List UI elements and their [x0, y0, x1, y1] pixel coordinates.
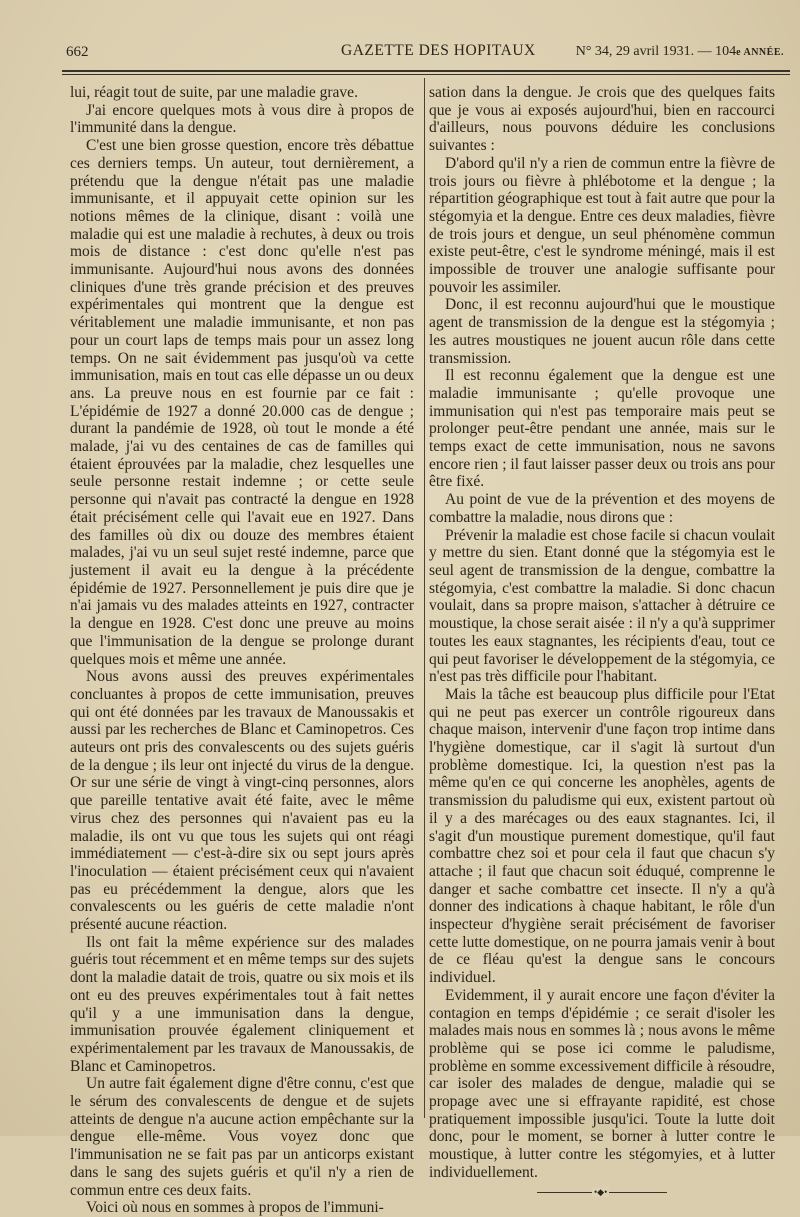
paragraph: Un autre fait également digne d'être connu, c'est que le sérum des convalescents de dengue et de sujets atteints de dengue n'a aucune action empêchante sur la dengue elle-même. Vous voyez donc que l'immunisation ne se fait pas par un anticorps existant dans le sang des sujets guéris et qu'il n'y a rien de commun entre ces deux faits.	[70, 1075, 414, 1199]
issue-date: N° 34, 29 avril 1931. — 104	[575, 44, 737, 59]
left-column	[70, 84, 414, 1217]
page-header	[66, 40, 784, 66]
paragraph: C'est une bien grosse question, encore très débattue ces derniers temps. Un auteur, tout dernièrement, a prétendu que la dengue n'était pas une maladie immunisante, et il appuyait cette opinion sur les notions mêmes de la clinique, disant : voilà une maladie qui est une maladie à rechutes, à deux ou trois mois de distance : c'est donc qu'elle n'est pas immunisante. Aujourd'hui nous avons des données cliniques d'une très grande précision et des preuves expérimentales qui montrent que la dengue est véritablement une maladie immunisante, et non pas pour un court laps de temps mais pour un assez long temps. On ne sait évidemment pas jusqu'où va cette immunisation, mais en tout cas elle dépasse un ou deux ans. La preuve nous en est fournie par ce fait : L'épidémie de 1927 a donné 20.000 cas de dengue ; durant la pandémie de 1928, où tout le monde a été malade, j'ai vu des centaines de cas de familles qui étaient éprouvées par la maladie, chez lesquelles une seule personne restait indemne ; or cette seule personne qui n'avait pas contracté la dengue en 1928 était précisément celle qui l'avait eue en 1927. Dans des familles où dix ou douze des membres étaient malades, j'ai vu un seul sujet resté indemne, parce que justement il avait eu la dengue à la précédente épidémie de 1927. Personnellement je puis dire que je n'ai jamais vu des malades atteints en 1927, contracter la dengue en 1928. C'est donc une preuve au moins que l'immunisation de la dengue se prolonge durant quelques mois et même une année.	[70, 137, 414, 668]
paragraph: D'abord qu'il n'y a rien de commun entre la fièvre de trois jours ou fièvre à phlébotome et la dengue ; la répartition géographique est tout à fait autre que pour la stégomyia et la dengue. Entre ces deux maladies, fièvre de trois jours et dengue, un seul phénomène commun existe peut-être, c'est le syndrome méningé, mais il est impossible de trouver une analogie suffisante pour pouvoir les assimiler.	[429, 154, 775, 296]
paragraph: J'ai encore quelques mots à vous dire à propos de l'immunité dans la dengue.	[70, 101, 414, 137]
paragraph: Donc, il est reconnu aujourd'hui que le moustique agent de transmission de la dengue est la stégomyia ; les autres moustiques ne jouent aucun rôle dans cette transmission.	[429, 296, 775, 367]
paragraph: Au point de vue de la prévention et des moyens de combattre la maladie, nous dirons que :	[429, 491, 775, 526]
header-rule-thin	[62, 74, 790, 75]
right-column	[429, 84, 775, 1196]
column-separator	[424, 78, 425, 1118]
paragraph: Ils ont fait la même expérience sur des malades guéris tout récemment et en même temps sur des sujets dont la maladie datait de trois, quatre ou six mois et ils ont eu des preuves expérimentales tout à fait nettes qu'il y a une immunisation dans la dengue, immunisation prouvée également cliniquement et expérimentalement par les travaux de Manoussakis, de Blanc et Caminopetros.	[70, 933, 414, 1075]
issue-year: e ANNÉE.	[736, 47, 784, 58]
paragraph: sation dans la dengue. Je crois que des quelques faits que je vous ai exposés aujourd'hui, bien en raccourci d'ailleurs, nous pouvons déduire les conclusions suivantes :	[429, 84, 775, 155]
issue-info	[576, 44, 784, 60]
journal-title: GAZETTE DES HOPITAUX	[341, 42, 536, 59]
paragraph: Evidemment, il y aurait encore une façon d'éviter la contagion en temps d'épidémie ; ce serait d'isoler les malades mais nous en sommes là ; nous avons le même problème qui se pose ici comme le paludisme, problème en somme excessivement difficile à résoudre, car isoler des malades de dengue, maladie qui se propage avec une si effrayante rapidité, est chose pratiquement impossible jusqu'ici. Toute la lutte doit donc, pour le moment, se borner à lutter contre le moustique, à lutter contre les stégomyies, et à lutter individuellement.	[429, 986, 775, 1181]
paragraph: Mais la tâche est beaucoup plus difficile pour l'Etat qui ne peut pas exercer un contrôle rigoureux dans chaque maison, intervenir d'une façon trop intime dans l'hygiène domestique, car il s'agit là surtout d'un problème domestique. Ici, la question n'est pas la même qu'en ce qui concerne les anophèles, agents de transmission du paludisme qui eux, existent partout où il y a des marécages ou des eaux stagnantes. Ici, il s'agit d'un moustique purement domestique, qu'il faut combattre chez soi et pour cela il faut que chacun s'y attache ; il faut que chacun soit éduqué, comprenne le danger et sache combattre cet insecte. Il n'y a qu'à donner des indications à chaque habitant, le rôle d'un inspecteur d'hygiène serait précisément de favoriser cette lutte domestique, on ne pourra jamais venir à bout de ce fléau qu'est la dengue sans le concours individuel.	[429, 685, 775, 987]
page-number: 662	[66, 44, 89, 60]
paragraph: Voici où nous en sommes à propos de l'immuni-	[86, 1199, 384, 1217]
paragraph: Nous avons aussi des preuves expérimentales concluantes à propos de cette immunisation, preuves qui ont été données par les travaux de Manoussakis et aussi par les recherches de Blanc et Caminopetros. Ces auteurs ont pris des convalescents ou des sujets guéris de la dengue ; ils leur ont injecté du virus de la dengue. Or sur une série de vingt à vingt-cinq personnes, alors que pareille tentative avait été faite, avec le même virus chez des personnes qui n'avaient pas eu la maladie, ils ont vu que tous les sujets qui ont réagi immédiatement — c'est-à-dire six ou sept jours après l'inoculation — étaient précisément ceux qui n'avaient pas eu précédemment la dengue, alors que les convalescents ou les guéris de cette maladie n'ont présenté aucune réaction.	[70, 668, 414, 934]
paragraph: Il est reconnu également que la dengue est une maladie immunisante ; qu'elle provoque une immunisation qui n'est pas temporaire mais peut se prolonger peut-être pendant une année, mais sur le temps exact de cette immunisation, nous ne savons encore rien ; il faut laisser passer deux ou trois ans pour être fixé.	[429, 367, 775, 491]
paragraph: Prévenir la maladie est chose facile si chacun voulait y mettre du sien. Etant donné que la stégomyia est le seul agent de transmission de la dengue, combattre la stégomyia, c'est combattre la maladie. Si donc chacun voulait, dans sa propre maison, s'attacher à détruire ce moustique, la chose serait aisée : il n'y a qu'à supprimer toutes les eaux stagnantes, les récipients d'eau, tout ce qui peut favoriser le développement de la stégomyia, ce n'est pas très difficile pour l'habitant.	[429, 526, 775, 686]
header-rule-thick	[62, 70, 790, 72]
paragraph: lui, réagit tout de suite, par une maladie grave.	[70, 84, 358, 101]
end-ornament: •◆•	[537, 1190, 667, 1196]
